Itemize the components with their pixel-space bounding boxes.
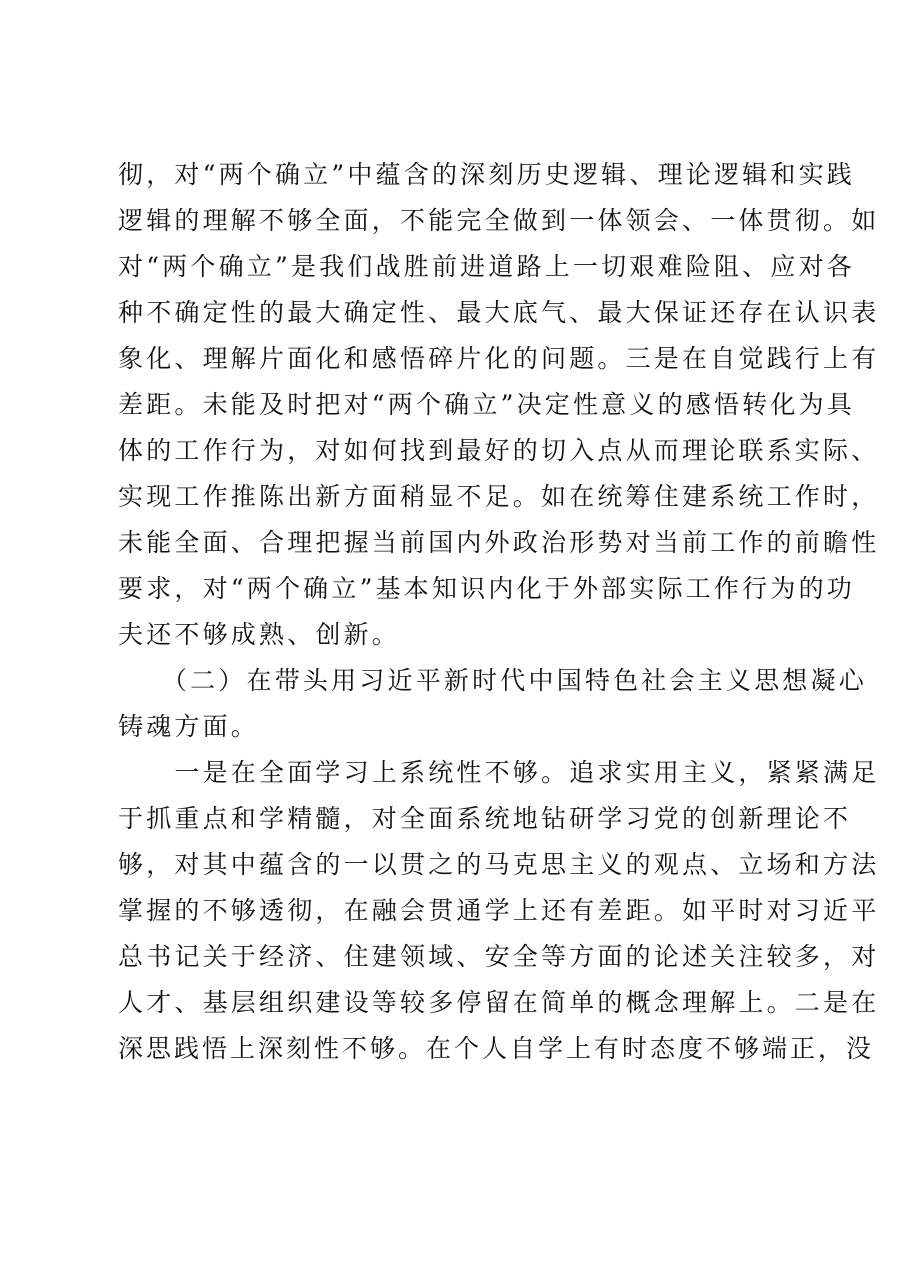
section-heading: （二）在带头用习近平新时代中国特色社会主义思想凝心 <box>118 666 867 695</box>
text-line: 实现工作推陈出新方面稍显不足。如在统筹住建系统工作时， <box>118 482 880 511</box>
text-line: 逻辑的理解不够全面，不能完全做到一体领会、一体贯彻。如 <box>118 206 880 235</box>
text-line: 够，对其中蕴含的一以贯之的马克思主义的观点、立场和方法 <box>118 850 880 879</box>
text-line: 未能全面、合理把握当前国内外政治形势对当前工作的前瞻性 <box>118 528 880 557</box>
text-line: 掌握的不够透彻，在融会贯通学上还有差距。如平时对习近平 <box>118 896 880 925</box>
body-text <box>118 152 880 1072</box>
text-line: 体的工作行为，对如何找到最好的切入点从而理论联系实际、 <box>118 436 880 465</box>
text-line: 人才、基层组织建设等较多停留在简单的概念理解上。二是在 <box>118 988 880 1017</box>
text-line: 彻，对“两个确立”中蕴含的深刻历史逻辑、理论逻辑和实践 <box>118 160 855 189</box>
section-heading: 铸魂方面。 <box>118 712 260 741</box>
text-line: 对“两个确立”是我们战胜前进道路上一切艰难险阻、应对各 <box>118 252 855 281</box>
text-line: 差距。未能及时把对“两个确立”决定性意义的感悟转化为具 <box>118 390 855 419</box>
text-line: 要求，对“两个确立”基本知识内化于外部实际工作行为的功 <box>118 574 855 603</box>
text-line: 夫还不够成熟、创新。 <box>118 620 401 649</box>
text-line: 一是在全面学习上系统性不够。追求实用主义，紧紧满足 <box>118 758 880 787</box>
text-line: 种不确定性的最大确定性、最大底气、最大保证还存在认识表 <box>118 298 880 327</box>
text-line: 于抓重点和学精髓，对全面系统地钻研学习党的创新理论不 <box>118 804 852 833</box>
text-line: 总书记关于经济、住建领域、安全等方面的论述关注较多，对 <box>118 942 880 971</box>
text-line: 象化、理解片面化和感悟碎片化的问题。三是在自觉践行上有 <box>118 344 880 373</box>
text-line: 深思践悟上深刻性不够。在个人自学上有时态度不够端正，没 <box>118 1034 875 1063</box>
